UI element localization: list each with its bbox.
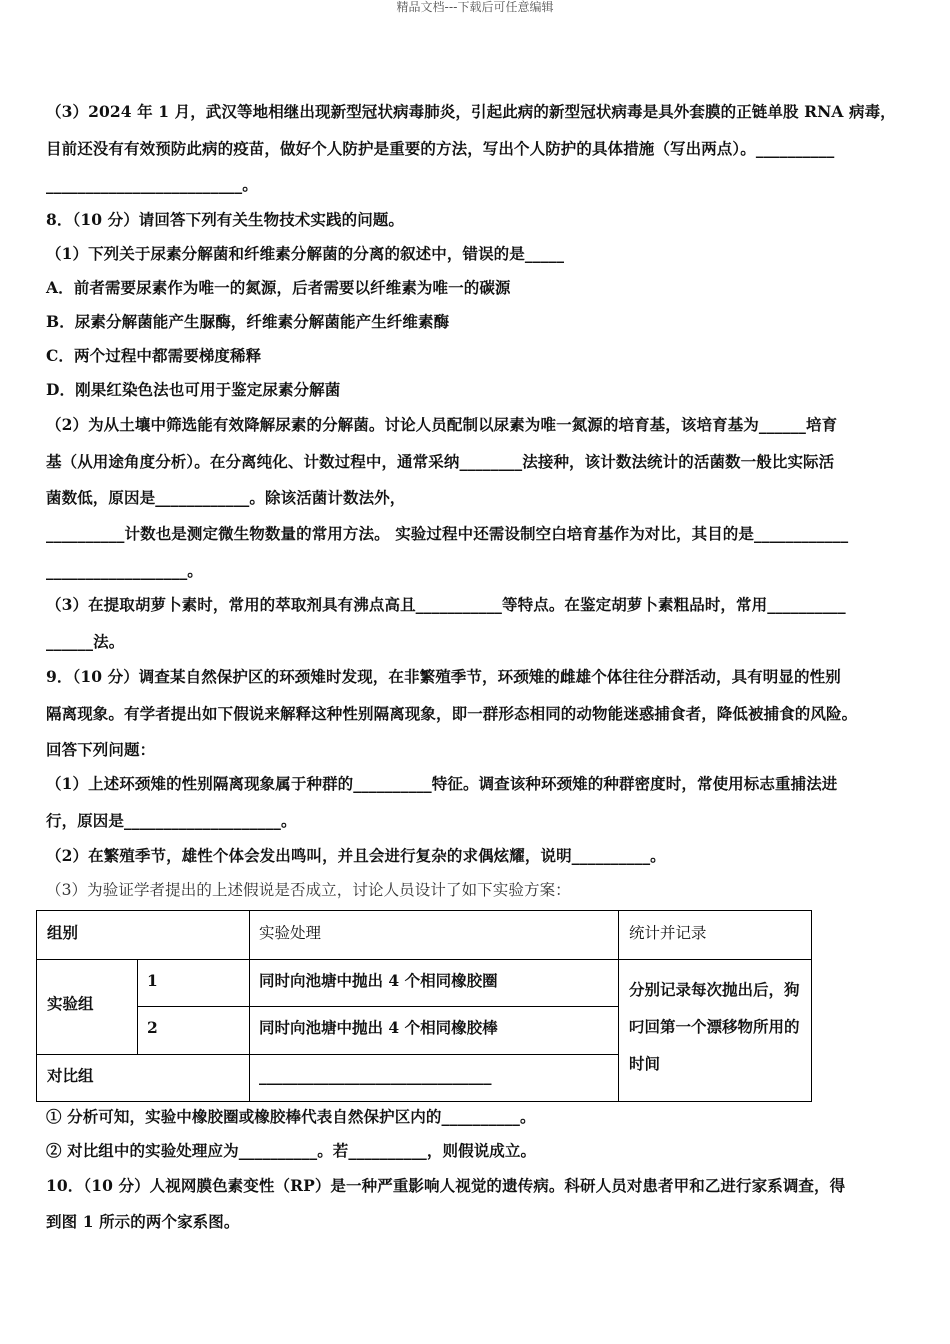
option-a: A．前者需要尿素作为唯一的氮源，后者需要以纤维素为唯一的碳源 xyxy=(46,278,511,297)
text-line: __________________。 xyxy=(46,561,203,580)
header-treatment: 实验处理 xyxy=(259,924,322,942)
text-line: （2）为从土壤中筛选能有效降解尿素的分解菌。讨论人员配制以尿素为唯一氮源的培育基，该培育基为______培育 xyxy=(46,415,838,434)
option-d: D．刚果红染色法也可用于鉴定尿素分解菌 xyxy=(46,380,341,399)
header-record: 统计并记录 xyxy=(629,924,707,942)
text-line: （1）上述环颈雉的性别隔离现象属于种群的__________特征。调查该种环颈雉的种群密度时，常使用标志重捕法进 xyxy=(46,774,838,793)
text-line: __________计数也是测定微生物数量的常用方法。 实验过程中还需设制空白培育基作为对比，其目的是____________ xyxy=(46,524,849,543)
text-line: （1）下列关于尿素分解菌和纤维素分解菌的分离的叙述中，错误的是_____ xyxy=(46,244,565,263)
text-line: ______法。 xyxy=(46,632,125,651)
text-line: （2）在繁殖季节，雄性个体会发出鸣叫，并且会进行复杂的求偶炫耀，说明__________。 xyxy=(46,846,666,865)
option-b: B．尿素分解菌能产生脲酶，纤维素分解菌能产生纤维素酶 xyxy=(46,312,450,331)
text-line: 目前还没有有效预防此病的疫苗，做好个人防护是重要的方法，写出个人防护的具体措施（写出两点）。__________ xyxy=(46,139,835,158)
row2-treatment: 同时向池塘中抛出 4 个相同橡胶棒 xyxy=(259,1018,498,1037)
text-line: 隔离现象。有学者提出如下假说来解释这种性别隔离现象，即一群形态相同的动物能迷惑捕食者，降低被捕食的风险。 xyxy=(46,704,858,723)
text-line: ① 分析可知，实验中橡胶圈或橡胶棒代表自然保护区内的__________。 xyxy=(46,1107,536,1126)
question-8-title: 8．（10 分）请回答下列有关生物技术实践的问题。 xyxy=(46,210,405,229)
header-group: 组别 xyxy=(47,923,79,942)
text-line: （3）2024 年 1 月，武汉等地相继出现新型冠状病毒肺炎，引起此病的新型冠状病毒是具外套膜的正链单股 RNA 病毒， xyxy=(46,102,896,121)
row2-number: 2 xyxy=(147,1018,158,1037)
row1-treatment: 同时向池塘中抛出 4 个相同橡胶圈 xyxy=(259,971,498,990)
text-line: 回答下列问题： xyxy=(46,740,156,759)
record-description: 分别记录每次抛出后，狗叼回第一个漂移物所用的时间 xyxy=(629,980,800,1073)
text-line: 基（从用途角度分析）。在分离纯化、计数过程中，通常采纳________法接种，该计数法统计的活菌数一般比实际活 xyxy=(46,452,835,471)
control-group-label: 对比组 xyxy=(47,1066,94,1085)
text-line: 菌数低，原因是____________。除该活菌计数法外， xyxy=(46,488,406,507)
text-line: 到图 1 所示的两个家系图。 xyxy=(46,1212,240,1231)
page-header: 精品文档---下载后可任意编辑 xyxy=(396,0,554,14)
text-line: （3）为验证学者提出的上述假说是否成立，讨论人员设计了如下实验方案： xyxy=(46,881,571,899)
control-treatment-blank: ______________________________ xyxy=(259,1066,492,1085)
text-line: _________________________。 xyxy=(46,175,258,194)
option-c: C．两个过程中都需要梯度稀释 xyxy=(46,346,262,365)
experiment-table xyxy=(36,910,812,1102)
question-9-title: 9．（10 分）调查某自然保护区的环颈雉时发现，在非繁殖季节，环颈雉的雌雄个体往往分群活动，具有明显的性别 xyxy=(46,667,841,686)
experiment-group-label: 实验组 xyxy=(47,994,94,1013)
row1-number: 1 xyxy=(147,971,158,990)
text-line: ② 对比组中的实验处理应为__________。若__________，则假说成立。 xyxy=(46,1141,537,1160)
question-10-title: 10．（10 分）人视网膜色素变性（RP）是一种严重影响人视觉的遗传病。科研人员对患者甲和乙进行家系调查，得 xyxy=(46,1176,846,1195)
text-line: （3）在提取胡萝卜素时，常用的萃取剂具有沸点高且___________等特点。在鉴定胡萝卜素粗品时，常用__________ xyxy=(46,595,846,614)
text-line: 行，原因是____________________。 xyxy=(46,811,297,830)
